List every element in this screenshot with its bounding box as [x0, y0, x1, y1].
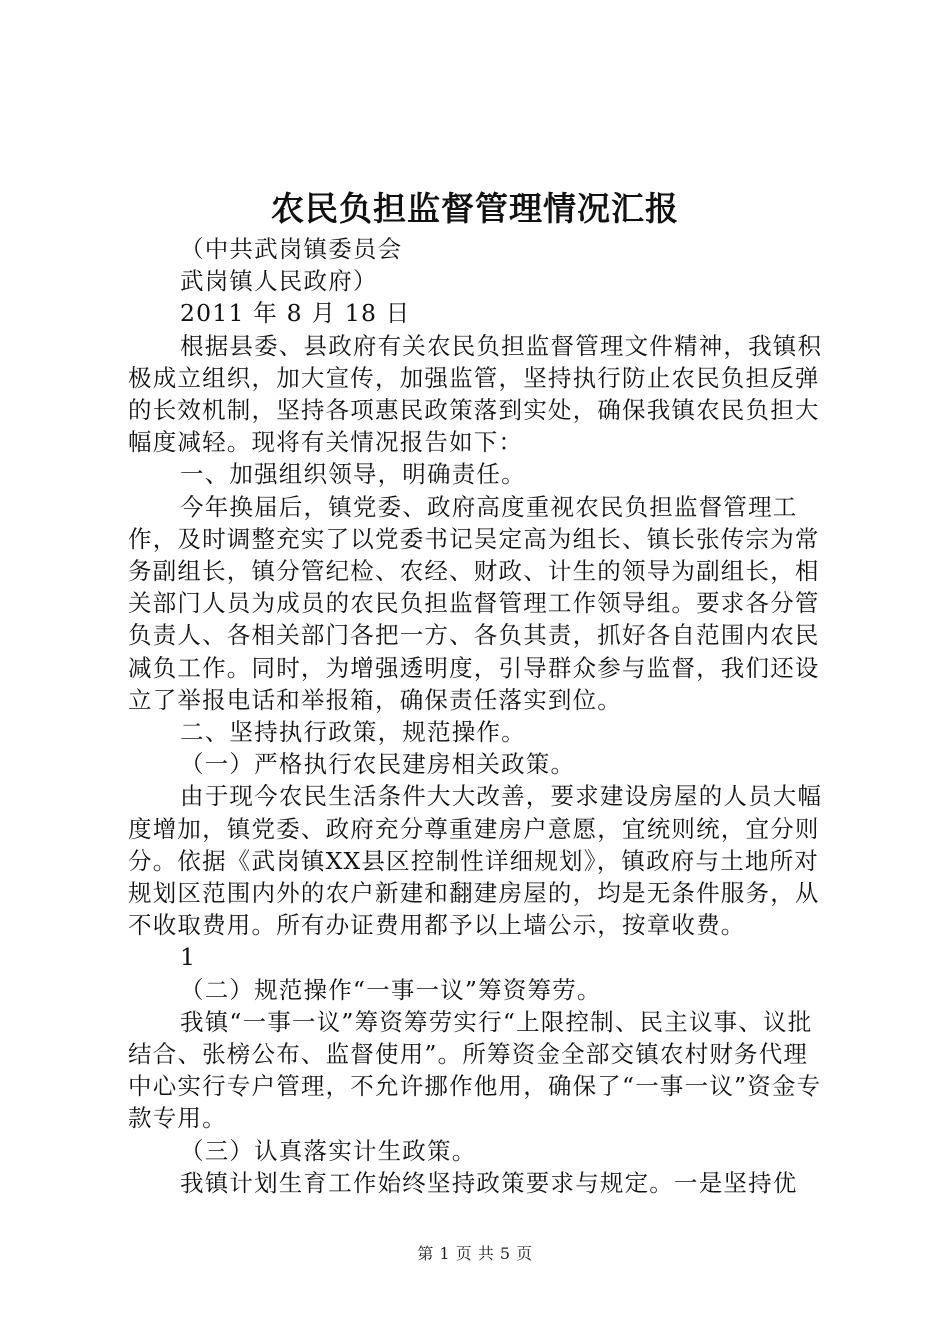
subsection-heading: （一）严格执行农民建房相关政策。 — [180, 750, 576, 779]
paragraph: 今年换届后，镇党委、政府高度重视农民负担监督管理工作，及时调整充实了以党委书记吴定高为组长、镇长张传宗为常务副组长，镇分管纪检、农经、财政、计生的领导为副组长，相关部门人员为成员的农民负担监督管理工作领导组。要求各分管负责人、各相关部门各把一方、各负其责，抓好各自范围内农民减负工作。同时，为增强透明度，引导群众参与监督，我们还设立了举报电话和举报箱，确保责任落实到位。 — [128, 492, 820, 714]
paragraph: 根据县委、县政府有关农民负担监督管理文件精神，我镇积极成立组织，加大宣传，加强监管，坚持执行防止农民负担反弹的长效机制，坚持各项惠民政策落到实处，确保我镇农民负担大幅度减轻。现将有关情况报告如下： — [128, 331, 823, 457]
inline-page-number: 1 — [180, 943, 197, 972]
document-date: 2011 年 8 月 18 日 — [180, 299, 411, 328]
page-footer: 第 1 页 共 5 页 — [417, 1244, 533, 1263]
section-heading: 一、加强组织领导，明确责任。 — [180, 460, 526, 489]
author-line-1: （中共武岗镇委员会 — [180, 235, 403, 263]
document-body — [128, 233, 828, 1199]
author-line-2: 武岗镇人民政府） — [180, 267, 378, 296]
subsection-heading: （三）认真落实计生政策。 — [180, 1136, 477, 1165]
paragraph: 我镇“一事一议”筹资筹劳实行“上限控制、民主议事、议批结合、张榜公布、监督使用”。所筹资金全部交镇农村财务代理中心实行专户管理，不允许挪作他用，确保了“一事一议”资金专款专用。 — [128, 1007, 822, 1133]
paragraph: 我镇计划生育工作始终坚持政策要求与规定。一是坚持优 — [180, 1168, 798, 1197]
section-heading: 二、坚持执行政策，规范操作。 — [180, 718, 526, 747]
paragraph: 由于现今农民生活条件大大改善，要求建设房屋的人员大幅度增加，镇党委、政府充分尊重建房户意愿，宜统则统，宜分则分。依据《武岗镇XX县区控制性详细规划》，镇政府与土地所对规划区范围内外的农户新建和翻建房屋的，均是无条件服务，从不收取费用。所有办证费用都予以上墙公示，按章收费。 — [128, 782, 823, 940]
subsection-heading: （二）规范操作“一事一议”筹资筹劳。 — [180, 975, 602, 1004]
document-title: 农民负担监督管理情况汇报 — [271, 189, 679, 228]
